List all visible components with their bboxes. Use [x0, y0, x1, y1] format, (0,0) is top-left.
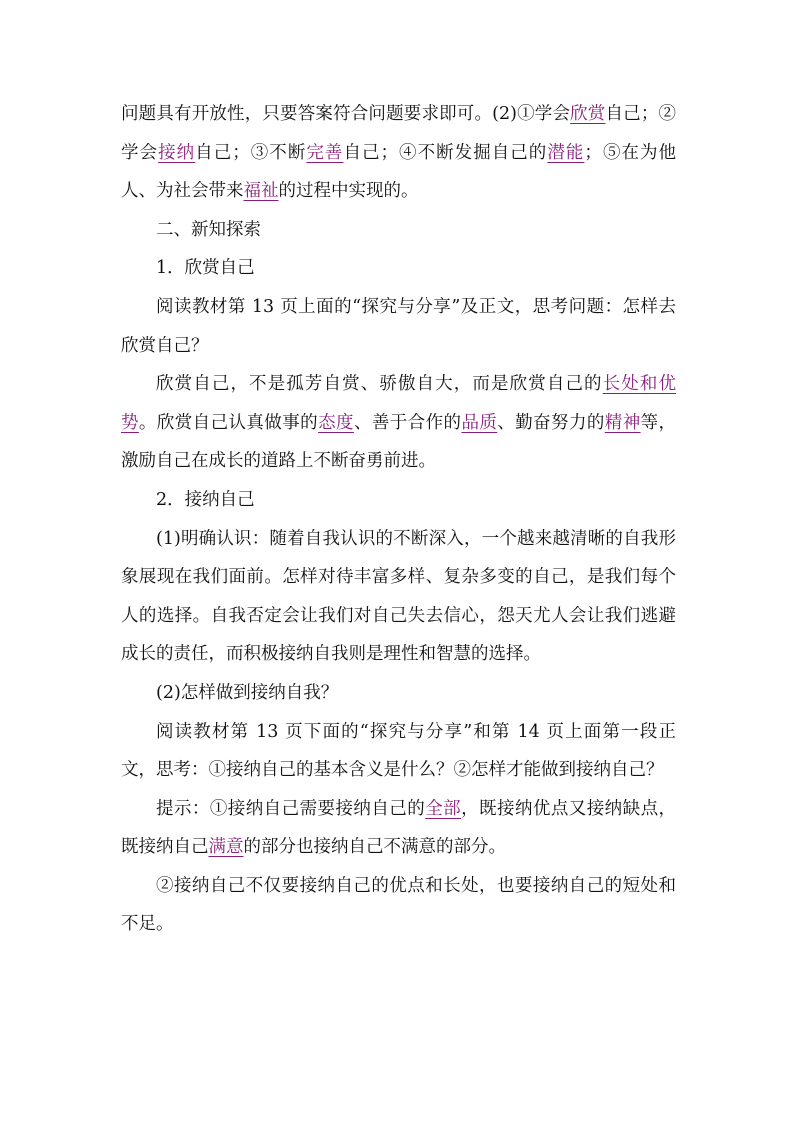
text-run: ；⑤在为他人、为社会带来	[121, 142, 677, 202]
key-term: 态度	[318, 412, 354, 433]
paragraph	[121, 520, 676, 674]
key-term: 满意	[208, 837, 244, 858]
text-run: (1)明确认识：随着自我认识的不断深入，一个越来越清晰的自我形象展现在我们面前。怎样对待丰富多样、复杂多变的自己，是我们每个人的选择。自我否定会让我们对自己失去信心，怨天尤人会让我们逃避成长的责任，而积极接纳自我则是理性和智慧的选择。	[121, 528, 676, 665]
paragraph	[121, 790, 676, 867]
text-run: ②接纳自己不仅要接纳自己的优点和长处，也要接纳自己的短处和不足。	[121, 875, 676, 935]
text-run: 的部分也接纳自己不满意的部分。	[243, 837, 506, 858]
text-run: 问题具有开放性，只要答案符合问题要求即可。(2)①学会	[121, 104, 571, 124]
key-term: 潜能	[547, 142, 585, 163]
text-run: 的过程中实现的。	[278, 181, 419, 202]
key-term: 长处和优势	[121, 374, 677, 433]
text-run: 等，激励自己在成长的道路上不断奋勇前进。	[121, 412, 677, 472]
key-term: 完善	[306, 142, 344, 163]
key-term: 欣赏	[570, 104, 606, 124]
key-term: 精神	[604, 412, 641, 433]
paragraph	[121, 288, 676, 365]
text-run: 1．欣赏自己	[156, 258, 255, 279]
key-term: 接纳	[158, 142, 196, 163]
text-run: 提示：①接纳自己需要接纳自己的	[156, 798, 426, 819]
paragraph	[121, 95, 676, 211]
text-run: 自己；③不断	[195, 142, 307, 163]
paragraph	[121, 674, 676, 713]
text-run: 阅读教材第 13 页下面的“探究与分享”和第 14 页上面第一段正文，思考：①接纳自己的基本含义是什么？②怎样才能做到接纳自己？	[121, 721, 676, 781]
text-run: 2．接纳自己	[156, 489, 255, 510]
paragraph	[121, 365, 676, 481]
key-term: 全部	[425, 798, 462, 819]
text-run: ，既接纳优点又接纳缺点，既接纳自己	[121, 798, 677, 858]
paragraph	[121, 867, 676, 944]
text-run: 阅读教材第 13 页上面的“探究与分享”及正文，思考问题：怎样去欣赏自己？	[121, 296, 676, 356]
text-run: (2)怎样做到接纳自我？	[156, 682, 339, 703]
key-term: 福祉	[243, 181, 279, 202]
key-term: 品质	[461, 412, 498, 433]
text-run: 二、新知探索	[156, 219, 261, 240]
text-run: 自己；②学会	[121, 104, 677, 163]
text-run: 欣赏自己，不是孤芳自赏、骄傲自大，而是欣赏自己的	[156, 374, 603, 395]
text-run: 、善于合作的	[353, 412, 462, 433]
text-run: 、勤奋努力的	[497, 412, 605, 433]
paragraph	[121, 713, 676, 790]
paragraph	[121, 481, 676, 520]
paragraph	[121, 211, 676, 250]
text-run: 。欣赏自己认真做事的	[138, 412, 319, 433]
paragraph	[121, 249, 676, 288]
text-run: 自己；④不断发掘自己的	[343, 142, 548, 163]
